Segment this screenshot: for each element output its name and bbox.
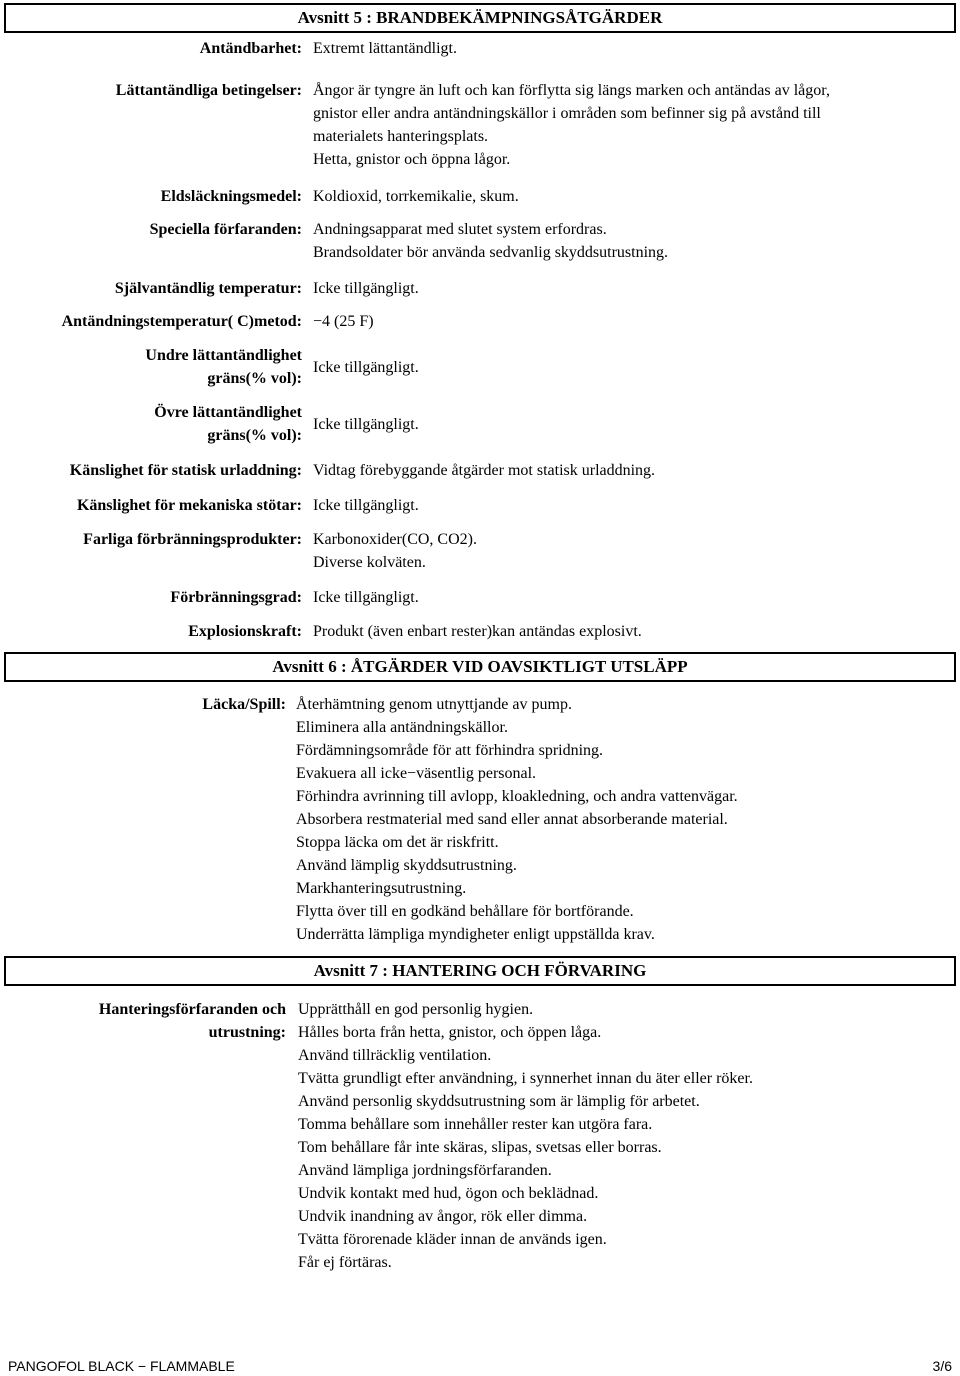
- label: Eldsläckningsmedel:: [160, 188, 302, 205]
- section-6-header: [4, 652, 956, 682]
- label: Antändbarhet:: [199, 40, 302, 57]
- value: Icke tillgängligt.: [313, 497, 419, 514]
- section-5-title: Avsnitt 5 : BRANDBEKÄMPNINGSÅTGÄRDER: [297, 8, 663, 27]
- label: Explosionskraft:: [188, 623, 302, 640]
- value: Karbonoxider(CO, CO2). Diverse kolväten.: [313, 531, 477, 571]
- label: Självantändlig temperatur:: [114, 280, 302, 297]
- value: Icke tillgängligt.: [313, 416, 419, 433]
- footer-product-name: PANGOFOL BLACK − FLAMMABLE: [8, 1358, 235, 1374]
- section-5-header: [4, 3, 956, 33]
- label: Känslighet för mekaniska stötar:: [76, 497, 302, 514]
- value: Ångor är tyngre än luft och kan förflytta sig längs marken och antändas av lågor, gnistor eller andra antändningskällor i områden som befinner sig på avstånd till materialets hanteringsplats. Hetta, gnistor och öppna lågor.: [313, 82, 830, 168]
- footer-page-number: 3/6: [932, 1358, 952, 1374]
- label: Antändningstemperatur( C)metod:: [61, 313, 302, 330]
- label: Speciella förfaranden:: [149, 221, 302, 238]
- value: −4 (25 F): [313, 313, 374, 330]
- value: Upprätthåll en god personlig hygien. Hålles borta från hetta, gnistor, och öppen låga. Använd tillräcklig ventilation. Tvätta grundligt efter användning, i synnerhet innan du äter eller röker. Använd personlig skyddsutrustning som är lämplig för arbetet. Tomma behållare som innehåller rester kan utgöra fara. Tom behållare får inte skäras, slipas, svetsas eller borras. Använd lämpliga jordningsförfaranden. Undvik kontakt med hud, ögon och beklädnad. Undvik inandning av ångor, rök eller dimma. Tvätta förorenade kläder innan de används igen. Får ej förtäras.: [298, 1001, 753, 1271]
- label: Lättantändliga betingelser:: [115, 82, 302, 99]
- section-7-title: Avsnitt 7 : HANTERING OCH FÖRVARING: [313, 961, 647, 980]
- value: Extremt lättantändligt.: [313, 40, 457, 57]
- value: Icke tillgängligt.: [313, 280, 419, 297]
- section-6-title: Avsnitt 6 : ÅTGÄRDER VID OAVSIKTLIGT UTSLÄPP: [272, 657, 688, 676]
- label: Övre lättantändlighet gräns(% vol):: [154, 404, 302, 444]
- value: Vidtag förebyggande åtgärder mot statisk urladdning.: [313, 462, 656, 479]
- value: Koldioxid, torrkemikalie, skum.: [313, 188, 519, 205]
- value: Andningsapparat med slutet system erfordras. Brandsoldater bör använda sedvanlig skyddsutrustning.: [313, 221, 669, 261]
- value: Icke tillgängligt.: [313, 589, 419, 606]
- value: Icke tillgängligt.: [313, 359, 419, 376]
- label: Känslighet för statisk urladdning:: [69, 462, 302, 479]
- section-7-header: [4, 956, 956, 986]
- label: Farliga förbränningsprodukter:: [83, 531, 302, 548]
- label: Läcka/Spill:: [202, 696, 286, 713]
- label: Förbränningsgrad:: [170, 589, 302, 606]
- label: Hanteringsförfaranden och utrustning:: [98, 1001, 286, 1041]
- label: Undre lättantändlighet gräns(% vol):: [145, 347, 302, 387]
- value: Återhämtning genom utnyttjande av pump. Eliminera alla antändningskällor. Fördämningsområde för att förhindra spridning. Evakuera all icke−väsentlig personal. Förhindra avrinning till avlopp, kloakledning, och andra vattenvägar. Absorbera restmaterial med sand eller annat absorberande material. Stoppa läcka om det är riskfritt. Använd lämplig skyddsutrustning. Markhanteringsutrustning. Flytta över till en godkänd behållare för bortförande. Underrätta lämpliga myndigheter enligt uppställda krav.: [296, 696, 738, 943]
- value: Produkt (även enbart rester)kan antändas explosivt.: [313, 623, 642, 640]
